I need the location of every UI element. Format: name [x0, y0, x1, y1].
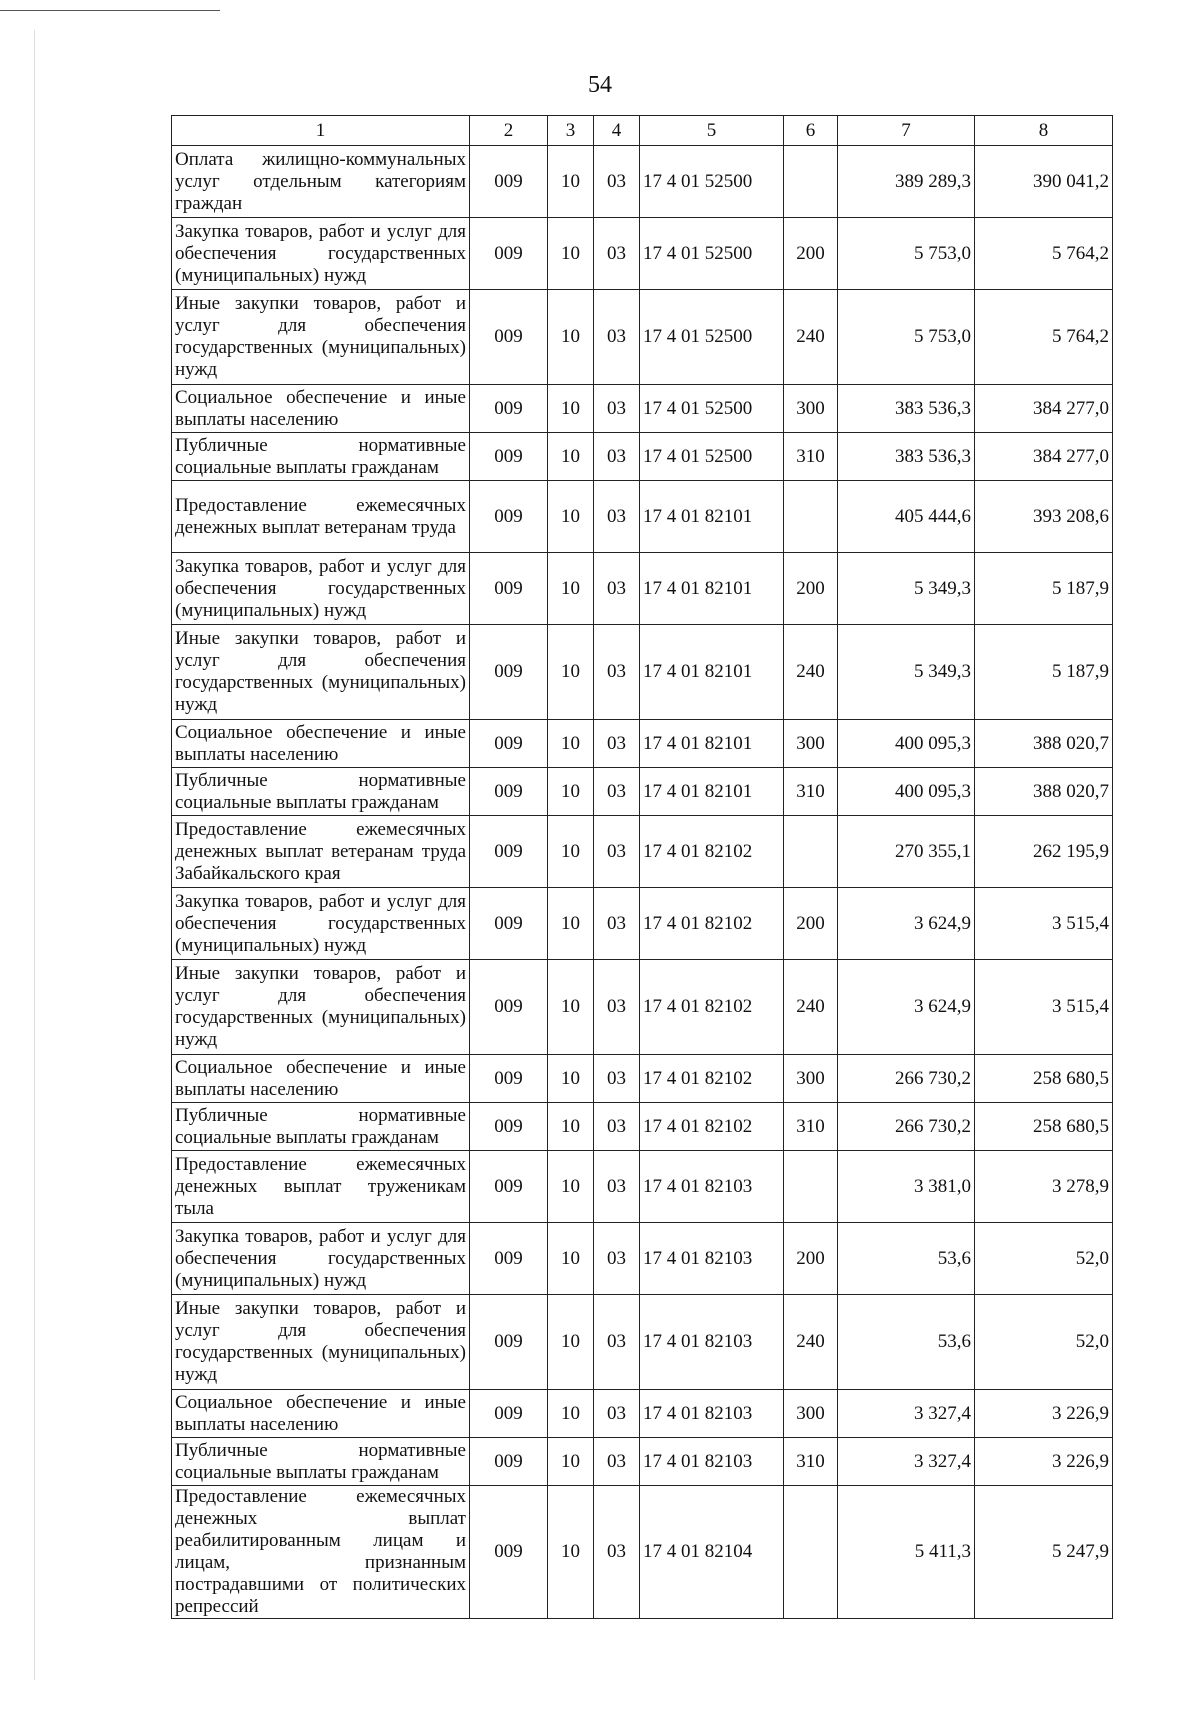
- row-col-2: 009: [470, 1103, 548, 1151]
- row-col-7: 53,6: [838, 1295, 975, 1390]
- row-col-4: 03: [594, 553, 640, 625]
- row-col-2: 009: [470, 1055, 548, 1103]
- row-col-3: 10: [548, 720, 594, 768]
- row-col-7: 400 095,3: [838, 768, 975, 816]
- row-col-3: 10: [548, 146, 594, 218]
- row-col-8: 262 195,9: [975, 816, 1113, 888]
- row-col-7: 3 624,9: [838, 960, 975, 1055]
- row-col-2: 009: [470, 433, 548, 481]
- row-col-7: 400 095,3: [838, 720, 975, 768]
- row-col-2: 009: [470, 1223, 548, 1295]
- row-name: Оплата жилищно-коммунальных услуг отдельным категориям граждан: [172, 146, 470, 218]
- row-col-8: 52,0: [975, 1295, 1113, 1390]
- scan-margin-line: [34, 30, 35, 1680]
- row-col-4: 03: [594, 1486, 640, 1619]
- row-col-3: 10: [548, 816, 594, 888]
- row-col-6: 310: [784, 1103, 838, 1151]
- row-col-4: 03: [594, 816, 640, 888]
- header-row: [172, 116, 1113, 146]
- row-col-6: 300: [784, 385, 838, 433]
- table-row: [172, 1055, 1113, 1103]
- row-col-7: 3 327,4: [838, 1438, 975, 1486]
- row-name: Публичные нормативные социальные выплаты гражданам: [172, 1103, 470, 1151]
- row-col-6: 300: [784, 1390, 838, 1438]
- row-name: Предоставление ежемесячных денежных выплат ветеранам труда Забайкальского края: [172, 816, 470, 888]
- row-col-4: 03: [594, 1438, 640, 1486]
- row-col-5: 17 4 01 82103: [640, 1295, 784, 1390]
- row-col-8: 258 680,5: [975, 1055, 1113, 1103]
- row-col-2: 009: [470, 1438, 548, 1486]
- table-row: [172, 1390, 1113, 1438]
- row-col-8: 5 247,9: [975, 1486, 1113, 1619]
- row-col-2: 009: [470, 218, 548, 290]
- row-col-6: 200: [784, 553, 838, 625]
- row-col-5: 17 4 01 82101: [640, 720, 784, 768]
- row-col-3: 10: [548, 290, 594, 385]
- table-row: [172, 768, 1113, 816]
- row-name: Социальное обеспечение и иные выплаты населению: [172, 1390, 470, 1438]
- row-name: Закупка товаров, работ и услуг для обеспечения государственных (муниципальных) нужд: [172, 888, 470, 960]
- row-name: Социальное обеспечение и иные выплаты населению: [172, 720, 470, 768]
- row-col-3: 10: [548, 385, 594, 433]
- table-row: [172, 1151, 1113, 1223]
- row-col-7: 5 753,0: [838, 218, 975, 290]
- table-row: [172, 385, 1113, 433]
- row-col-3: 10: [548, 625, 594, 720]
- row-col-2: 009: [470, 1486, 548, 1619]
- row-col-5: 17 4 01 82104: [640, 1486, 784, 1619]
- header-cell-6: 6: [784, 116, 838, 146]
- row-col-7: 53,6: [838, 1223, 975, 1295]
- row-name: Предоставление ежемесячных денежных выплат труженикам тыла: [172, 1151, 470, 1223]
- row-name: Закупка товаров, работ и услуг для обеспечения государственных (муниципальных) нужд: [172, 218, 470, 290]
- row-col-4: 03: [594, 768, 640, 816]
- row-col-3: 10: [548, 960, 594, 1055]
- row-col-6: 300: [784, 1055, 838, 1103]
- row-col-6: 310: [784, 1438, 838, 1486]
- row-col-6: [784, 146, 838, 218]
- row-col-2: 009: [470, 553, 548, 625]
- table-row: [172, 720, 1113, 768]
- row-col-8: 3 278,9: [975, 1151, 1113, 1223]
- table-row: [172, 1438, 1113, 1486]
- row-col-3: 10: [548, 768, 594, 816]
- row-col-4: 03: [594, 385, 640, 433]
- row-col-4: 03: [594, 1295, 640, 1390]
- row-col-6: [784, 816, 838, 888]
- row-col-7: 389 289,3: [838, 146, 975, 218]
- row-col-5: 17 4 01 52500: [640, 146, 784, 218]
- row-col-6: 240: [784, 625, 838, 720]
- row-col-5: 17 4 01 82102: [640, 1055, 784, 1103]
- row-col-4: 03: [594, 1103, 640, 1151]
- row-col-2: 009: [470, 625, 548, 720]
- row-col-8: 388 020,7: [975, 720, 1113, 768]
- row-col-7: 270 355,1: [838, 816, 975, 888]
- row-col-8: 258 680,5: [975, 1103, 1113, 1151]
- row-col-4: 03: [594, 1223, 640, 1295]
- table-row: [172, 888, 1113, 960]
- row-name: Иные закупки товаров, работ и услуг для обеспечения государственных (муниципальных) нужд: [172, 625, 470, 720]
- row-col-2: 009: [470, 816, 548, 888]
- row-col-8: 52,0: [975, 1223, 1113, 1295]
- row-col-7: 3 381,0: [838, 1151, 975, 1223]
- row-col-6: 300: [784, 720, 838, 768]
- row-col-7: 5 349,3: [838, 625, 975, 720]
- row-col-7: 266 730,2: [838, 1103, 975, 1151]
- row-col-5: 17 4 01 82101: [640, 481, 784, 553]
- row-col-3: 10: [548, 433, 594, 481]
- row-col-8: 5 764,2: [975, 290, 1113, 385]
- row-name: Иные закупки товаров, работ и услуг для обеспечения государственных (муниципальных) нужд: [172, 290, 470, 385]
- table-row: [172, 816, 1113, 888]
- row-col-3: 10: [548, 1103, 594, 1151]
- row-name: Публичные нормативные социальные выплаты гражданам: [172, 1438, 470, 1486]
- row-col-5: 17 4 01 82102: [640, 960, 784, 1055]
- row-col-2: 009: [470, 1295, 548, 1390]
- row-name: Социальное обеспечение и иные выплаты населению: [172, 1055, 470, 1103]
- row-col-5: 17 4 01 52500: [640, 385, 784, 433]
- row-col-5: 17 4 01 82103: [640, 1390, 784, 1438]
- row-name: Предоставление ежемесячных денежных выплат ветеранам труда: [172, 481, 470, 553]
- row-col-5: 17 4 01 52500: [640, 433, 784, 481]
- header-cell-1: 1: [172, 116, 470, 146]
- row-col-7: 266 730,2: [838, 1055, 975, 1103]
- row-col-5: 17 4 01 82102: [640, 1103, 784, 1151]
- row-col-4: 03: [594, 481, 640, 553]
- table-row: [172, 625, 1113, 720]
- row-col-2: 009: [470, 481, 548, 553]
- row-name: Социальное обеспечение и иные выплаты населению: [172, 385, 470, 433]
- row-col-7: 383 536,3: [838, 433, 975, 481]
- row-name: Иные закупки товаров, работ и услуг для обеспечения государственных (муниципальных) нужд: [172, 960, 470, 1055]
- row-col-5: 17 4 01 82103: [640, 1438, 784, 1486]
- table-row: [172, 481, 1113, 553]
- row-col-6: [784, 1486, 838, 1619]
- row-col-7: 5 411,3: [838, 1486, 975, 1619]
- row-col-7: 405 444,6: [838, 481, 975, 553]
- row-col-4: 03: [594, 1390, 640, 1438]
- row-col-7: 5 349,3: [838, 553, 975, 625]
- row-col-8: 5 187,9: [975, 625, 1113, 720]
- table-row: [172, 553, 1113, 625]
- header-cell-3: 3: [548, 116, 594, 146]
- row-col-3: 10: [548, 553, 594, 625]
- row-col-8: 388 020,7: [975, 768, 1113, 816]
- row-name: Закупка товаров, работ и услуг для обеспечения государственных (муниципальных) нужд: [172, 1223, 470, 1295]
- row-col-3: 10: [548, 1055, 594, 1103]
- page-number: 54: [588, 72, 612, 98]
- row-col-7: 5 753,0: [838, 290, 975, 385]
- row-col-6: 240: [784, 960, 838, 1055]
- row-col-2: 009: [470, 768, 548, 816]
- row-col-8: 384 277,0: [975, 385, 1113, 433]
- row-col-4: 03: [594, 290, 640, 385]
- row-col-8: 5 187,9: [975, 553, 1113, 625]
- row-name: Предоставление ежемесячных денежных выплат реабилитированным лицам и лицам, признанным пострадавшими от политических репрессий: [172, 1486, 470, 1619]
- row-col-5: 17 4 01 82101: [640, 553, 784, 625]
- row-col-3: 10: [548, 1151, 594, 1223]
- row-col-4: 03: [594, 433, 640, 481]
- table-row: [172, 1103, 1113, 1151]
- header-cell-7: 7: [838, 116, 975, 146]
- table-row: [172, 1486, 1113, 1619]
- row-col-5: 17 4 01 82103: [640, 1151, 784, 1223]
- row-col-2: 009: [470, 290, 548, 385]
- table-row: [172, 146, 1113, 218]
- row-col-4: 03: [594, 888, 640, 960]
- row-col-7: 3 624,9: [838, 888, 975, 960]
- row-name: Публичные нормативные социальные выплаты гражданам: [172, 768, 470, 816]
- header-cell-5: 5: [640, 116, 784, 146]
- row-col-6: [784, 1151, 838, 1223]
- row-col-8: 393 208,6: [975, 481, 1113, 553]
- row-col-4: 03: [594, 625, 640, 720]
- row-col-6: 240: [784, 290, 838, 385]
- table-row: [172, 1223, 1113, 1295]
- row-col-5: 17 4 01 82102: [640, 888, 784, 960]
- row-col-6: 200: [784, 218, 838, 290]
- budget-table: [171, 115, 1113, 1619]
- table-row: [172, 290, 1113, 385]
- header-cell-8: 8: [975, 116, 1113, 146]
- row-col-8: 3 515,4: [975, 888, 1113, 960]
- row-col-4: 03: [594, 720, 640, 768]
- row-col-4: 03: [594, 1151, 640, 1223]
- row-col-3: 10: [548, 1390, 594, 1438]
- row-col-8: 3 515,4: [975, 960, 1113, 1055]
- row-col-3: 10: [548, 1223, 594, 1295]
- row-col-6: 310: [784, 433, 838, 481]
- row-col-6: 310: [784, 768, 838, 816]
- table-row: [172, 1295, 1113, 1390]
- row-col-8: 3 226,9: [975, 1390, 1113, 1438]
- row-col-5: 17 4 01 52500: [640, 290, 784, 385]
- row-col-8: 390 041,2: [975, 146, 1113, 218]
- row-col-7: 3 327,4: [838, 1390, 975, 1438]
- row-name: Иные закупки товаров, работ и услуг для обеспечения государственных (муниципальных) нужд: [172, 1295, 470, 1390]
- row-col-3: 10: [548, 1295, 594, 1390]
- row-col-2: 009: [470, 1151, 548, 1223]
- table-row: [172, 218, 1113, 290]
- row-col-5: 17 4 01 82101: [640, 768, 784, 816]
- row-col-2: 009: [470, 146, 548, 218]
- row-col-3: 10: [548, 1438, 594, 1486]
- row-col-5: 17 4 01 82101: [640, 625, 784, 720]
- row-name: Закупка товаров, работ и услуг для обеспечения государственных (муниципальных) нужд: [172, 553, 470, 625]
- row-col-2: 009: [470, 888, 548, 960]
- row-col-6: 200: [784, 888, 838, 960]
- row-col-2: 009: [470, 720, 548, 768]
- row-col-5: 17 4 01 82102: [640, 816, 784, 888]
- row-col-5: 17 4 01 82103: [640, 1223, 784, 1295]
- row-col-7: 383 536,3: [838, 385, 975, 433]
- row-col-4: 03: [594, 960, 640, 1055]
- header-cell-2: 2: [470, 116, 548, 146]
- row-col-2: 009: [470, 1390, 548, 1438]
- scan-edge-line: [0, 10, 220, 11]
- row-col-2: 009: [470, 385, 548, 433]
- row-col-4: 03: [594, 146, 640, 218]
- row-col-5: 17 4 01 52500: [640, 218, 784, 290]
- row-col-6: [784, 481, 838, 553]
- row-col-4: 03: [594, 218, 640, 290]
- row-col-6: 200: [784, 1223, 838, 1295]
- row-col-4: 03: [594, 1055, 640, 1103]
- table-row: [172, 960, 1113, 1055]
- row-col-3: 10: [548, 481, 594, 553]
- row-col-3: 10: [548, 888, 594, 960]
- header-cell-4: 4: [594, 116, 640, 146]
- row-col-6: 240: [784, 1295, 838, 1390]
- row-col-2: 009: [470, 960, 548, 1055]
- row-col-8: 5 764,2: [975, 218, 1113, 290]
- row-col-3: 10: [548, 1486, 594, 1619]
- row-col-3: 10: [548, 218, 594, 290]
- row-name: Публичные нормативные социальные выплаты гражданам: [172, 433, 470, 481]
- row-col-8: 384 277,0: [975, 433, 1113, 481]
- row-col-8: 3 226,9: [975, 1438, 1113, 1486]
- table-row: [172, 433, 1113, 481]
